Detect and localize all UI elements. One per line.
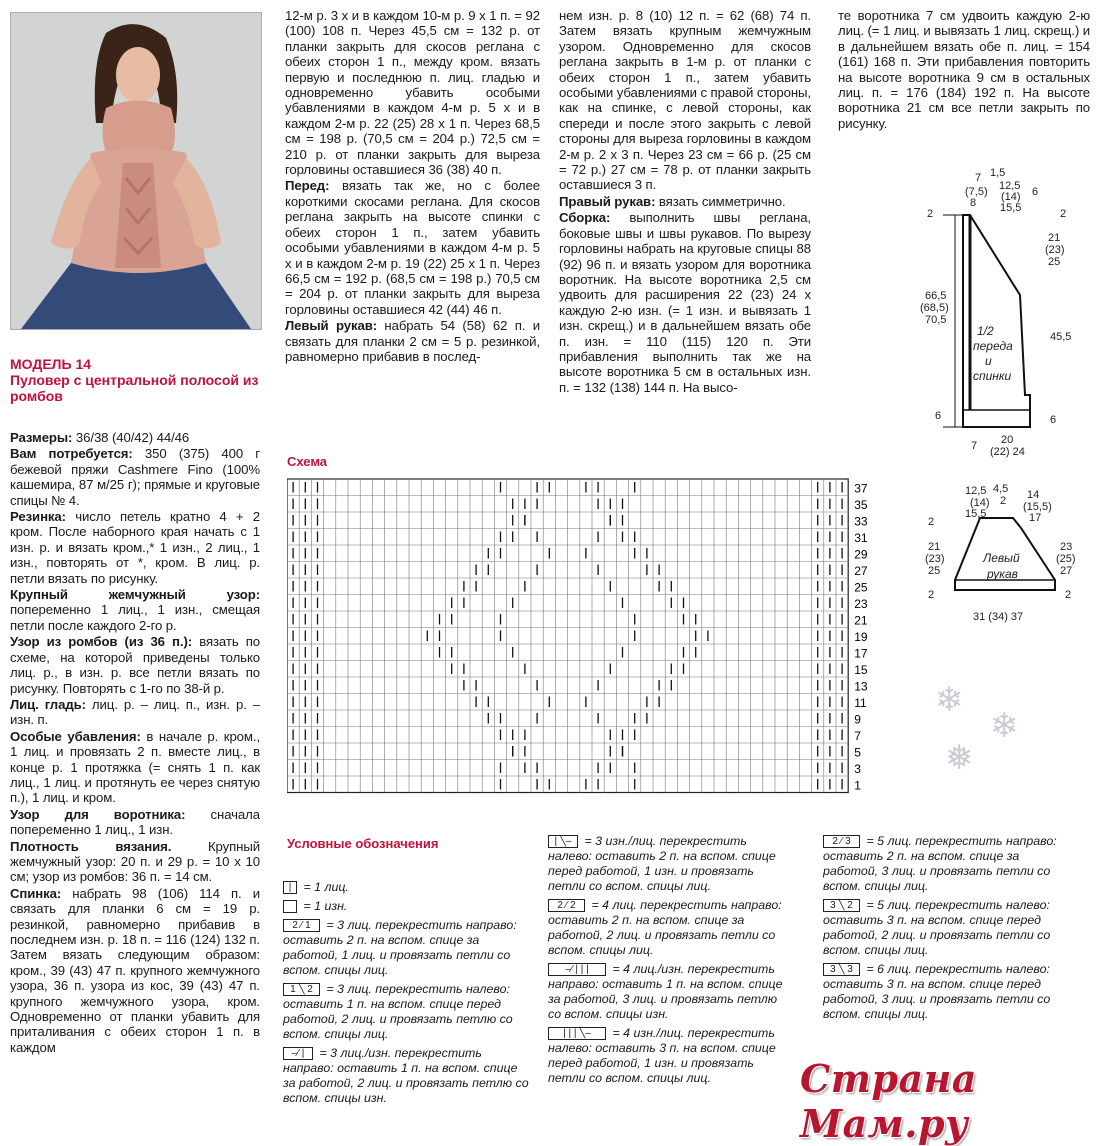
snowflake-icon: ❅: [945, 739, 974, 777]
svg-text:(23): (23): [925, 553, 945, 565]
chart-symbol-icon: 2 ⁄ 2: [548, 899, 585, 912]
svg-text:27: 27: [1060, 565, 1073, 577]
row-number: 1: [854, 778, 861, 793]
legend-item: [823, 898, 1063, 958]
svg-text:7: 7: [971, 440, 978, 452]
paragraph-label: Резинка:: [10, 509, 66, 525]
chart-symbol-icon: 3 ╲ 3: [823, 963, 860, 976]
svg-text:12,5: 12,5: [965, 485, 987, 497]
paragraph-text: 350 (375) 400 г бежевой пряжи Cashmere Fino (100% кашемира, 87 м/25 г); прямые и круговые спицы № 4.: [10, 446, 260, 508]
svg-text:14: 14: [1027, 489, 1040, 501]
paragraph: [285, 178, 540, 317]
svg-text:8: 8: [970, 197, 977, 209]
svg-text:15,5: 15,5: [965, 508, 987, 520]
paragraph: [559, 194, 811, 209]
paragraph: [10, 634, 260, 696]
legend-text: = 4 лиц. перекрестить направо: оставить 2 п. на вспом. спице за работой, 2 лиц. и провязать петли со вспом. спицы лиц.: [548, 898, 782, 957]
legend-item: [283, 918, 533, 978]
svg-text:(23): (23): [1045, 244, 1065, 256]
svg-text:2: 2: [1000, 495, 1007, 507]
legend-text: = 3 изн./лиц. перекрестить налево: оставить 2 п. на вспом. спице перед работой, 1 изн. и провязать петли со вспом. спицы лиц.: [548, 834, 776, 893]
paragraph-text: в начале р. кром., 1 лиц. и провязать 2 п. вместе лиц., в конце р. 1 протяжка (= снять 1 п. как лиц., 1 лиц. и протянуть ее через снятую п.), 1 лиц. и кром.: [10, 728, 261, 806]
row-number: 17: [854, 646, 868, 661]
svg-text:70,5: 70,5: [925, 314, 947, 326]
svg-text:(14): (14): [1001, 191, 1021, 203]
svg-text:2: 2: [1060, 208, 1067, 220]
paragraph: [10, 430, 260, 445]
legend-item: [283, 1046, 533, 1106]
paragraph-label: Лиц. гладь:: [10, 696, 86, 712]
svg-text:(68,5): (68,5): [920, 302, 949, 314]
paragraph-label: Сборка:: [559, 210, 611, 226]
paragraph-label: Перед:: [285, 178, 330, 194]
paragraph: [10, 587, 260, 633]
svg-text:45,5: 45,5: [1050, 331, 1072, 343]
svg-text:(25): (25): [1056, 553, 1076, 565]
svg-text:(14): (14): [970, 497, 990, 509]
legend-text: = 3 лиц. перекрестить направо: оставить 2 п. на вспом. спице за работой, 1 лиц. и провязать петли со вспом. спицы лиц.: [283, 918, 517, 977]
svg-text:6: 6: [935, 410, 942, 422]
model-title-block: [10, 356, 260, 404]
paragraph-text: вязать по схеме, на которой приведены только лиц. р., в изн. р. все петли вязать по рисунку. Повторять с 1-го по 38-й р.: [10, 634, 260, 696]
svg-text:20: 20: [1001, 434, 1014, 446]
legend-item: [823, 834, 1063, 894]
row-number: 5: [854, 745, 861, 760]
paragraph-text: число петель кратно 4 + 2 кром. После наборного края начать с 1 изн. р. и вязать кром.,* 1 изн., 2 лиц., 1 изн., повторять от *, кром. В лиц. р. петли вязать по рисунку.: [10, 509, 260, 586]
paragraph-label: Правый рукав:: [559, 193, 656, 209]
paragraph-label: Узор для воротника:: [10, 806, 186, 822]
paragraph-text: выполнить швы реглана, боковые швы и швы рукавов. По вырезу горловины набрать на круговые спицы 88 (92) 96 п. и вязать узором для воротника воротник. На высоте воротника 2,5 см удвоить для расширения 22 (23) 24 х каждую 2-ю изн. (= 1 изн. и вывязать 1 изн. скрещ.) и в дальнейшем вязать обе п. изн. = 110 (115) 120 п. Эти прибавления выполнить так же на высоте воротника 5 см в остальных изн. п. = 132 (138) 144 п. На высо-: [559, 210, 811, 395]
svg-text:6: 6: [1050, 414, 1057, 426]
legend-text: = 4 лиц./изн. перекрестить направо: оставить 1 п. на вспом. спице за работой, 3 лиц. и провязать петлю со вспом. спицы изн.: [548, 962, 783, 1021]
legend-text: = 6 лиц. перекрестить налево: оставить 3 п. на вспом. спице перед работой, 3 лиц. и провязать петли со вспом. спицы лиц.: [823, 962, 1051, 1021]
paragraph: [10, 446, 260, 508]
paragraph-label: Вам потребуется:: [10, 446, 133, 462]
paragraph: [10, 697, 260, 728]
svg-text:(22) 24: (22) 24: [990, 446, 1025, 458]
row-number: 15: [854, 663, 868, 677]
paragraph-text: набрать 54 (58) 62 п. и связать для планки 2 см = 5 р. резинкой, равномерно прибавив в послед-: [285, 318, 540, 364]
paragraph-text: нем изн. р. 8 (10) 12 п. = 62 (68) 74 п. Затем вязать крупным жемчужным узором. Одновременно для скосов реглана закрыть в 1-м р. от планки с обеих сторон 1 п., затем убавить особыми убавлениями с правой стороны, как на спинке, с левой стороны, как спереди и после этого закрыть с левой стороны для выреза горловины в каждом 2-м р. 2 х 3 п. Через 23 см = 66 р. (25 см = 72 р.) 27 см = 78 р. от планки закрыть оставшиеся 3 п.: [559, 8, 811, 193]
svg-text:25: 25: [1048, 256, 1061, 268]
svg-text:1,5: 1,5: [990, 167, 1006, 179]
paragraph: [10, 839, 260, 885]
paragraph: [10, 886, 260, 1055]
schema-title: Схема: [287, 454, 328, 469]
chart-symbol-icon: 1 ╲ 2: [283, 983, 320, 996]
svg-text:21: 21: [928, 541, 941, 553]
svg-text:(15,5): (15,5): [1023, 501, 1052, 513]
legend-text: = 4 изн./лиц. перекрестить налево: оставить 3 п. на вспом. спице перед работой, 1 изн. и провязать петли со вспом. спицы лиц.: [548, 1026, 776, 1085]
row-number: 29: [854, 547, 868, 562]
paragraph-text: попеременно 1 лиц., 1 изн., смещая петли после каждого 2-го р.: [10, 602, 260, 633]
instructions-column-2: [285, 8, 540, 365]
instructions-column-3: [559, 8, 811, 396]
model-number: МОДЕЛЬ 14: [10, 356, 92, 372]
paragraph-label: Крупный жемчужный узор:: [10, 587, 260, 603]
paragraph: [285, 318, 540, 364]
row-number: 19: [854, 630, 868, 644]
svg-text:2: 2: [928, 589, 935, 601]
legend-item: [548, 898, 793, 958]
paragraph-label: Узор из ромбов (из 36 п.):: [10, 634, 193, 650]
svg-text:31 (34) 37: 31 (34) 37: [973, 611, 1024, 623]
row-number: 13: [854, 679, 868, 694]
paragraph-label: Особые убавления:: [10, 728, 141, 744]
legend-item: [283, 880, 533, 895]
row-number: 27: [854, 564, 868, 578]
row-number: 11: [854, 696, 867, 710]
paragraph-text: вязать симметрично.: [655, 193, 786, 209]
legend-title: Условные обозначения: [287, 836, 439, 851]
chart-symbol-icon: | ╲–: [548, 835, 578, 848]
body-top-dims-1: 7: [975, 172, 982, 184]
chart-symbol-icon: 2 ⁄ 3: [823, 835, 860, 848]
paragraph-label: Спинка:: [10, 885, 62, 901]
chart-symbol-icon: –⁄ |: [283, 1047, 313, 1060]
paragraph-text: набрать 98 (106) 114 п. и связать для планки 6 см = 19 р. резинкой, равномерно прибавив в последнем изн. р. 18 п. = 116 (124) 132 п. Затем вязать следующим образом: кром., 39 (43) 47 п. крупного жемчужного узора, 36 п. узора из кос, 39 (43) 47 п. крупного жемчужного узора, кром. Одновременно от планки убавить для приталивания с обеих сторон 1 п. в каждом: [10, 885, 260, 1055]
legend-column-1: [283, 880, 533, 1110]
svg-text:2: 2: [1065, 589, 1072, 601]
svg-text:66,5: 66,5: [925, 290, 947, 302]
paragraph-text: сначала попеременно 1 лиц., 1 изн.: [10, 806, 260, 838]
svg-text:переда: переда: [973, 339, 1013, 353]
row-number: 37: [854, 481, 868, 496]
paragraph: [838, 8, 1090, 131]
svg-text:2: 2: [927, 208, 934, 220]
row-number: 35: [854, 498, 868, 512]
svg-text:и: и: [985, 354, 992, 368]
paragraph: [559, 8, 811, 193]
legend-item: [823, 962, 1063, 1022]
svg-text:6: 6: [1032, 186, 1039, 198]
legend-column-2: [548, 834, 793, 1090]
paragraph-label: Левый рукав:: [285, 318, 378, 334]
instructions-column-4: [838, 8, 1090, 132]
legend-item: [283, 899, 533, 914]
paragraph-text: 12-м р. 3 х и в каждом 10-м р. 9 х 1 п. = 92 (100) 108 п. Через 45,5 см = 132 р. от планки закрыть для скосов реглана с обеих сторон 1 п., между кром. вязать первую и последнюю п. лиц. гладью и одновременно убавить особыми убавлениями в каждом 4-м р. 5 х и в каждом 2-м р. 22 (25) 28 х 1 п. Через 68,5 см = 198 р. (70,5 см = 204 р.) 72,5 см = 210 р. от планки закрыть для выреза горловины оставшиеся 36 (38) 40 п.: [285, 8, 540, 178]
row-number: 31: [854, 531, 868, 545]
chart-symbol-icon: [283, 900, 297, 913]
paragraph-text: 36/38 (40/42) 44/46: [72, 430, 190, 445]
paragraph: [10, 729, 260, 806]
svg-text:15,5: 15,5: [1000, 202, 1022, 214]
row-number: 3: [854, 762, 861, 776]
legend-item: [283, 982, 533, 1042]
legend-column-3: [823, 834, 1063, 1026]
chart-symbol-icon: –⁄ | | |: [548, 963, 606, 976]
paragraph: [10, 807, 260, 838]
paragraph-label: Плотность вязания.: [10, 838, 172, 854]
paragraph-text: Крупный жемчужный узор: 20 п. и 29 р. = 10 х 10 см; узор из ромбов: 36 п. = 14 см.: [10, 838, 260, 885]
svg-text:2: 2: [928, 516, 935, 528]
legend-text: = 3 лиц. перекрестить налево: оставить 1 п. на вспом. спице перед работой, 2 лиц. и провязать петлю со вспом. спицы лиц.: [283, 982, 513, 1041]
legend-text: = 1 изн.: [300, 899, 348, 913]
paragraph-text: те воротника 7 см удвоить каждую 2-ю лиц. (= 1 лиц. и вывязать 1 лиц. скрещ.) и в дальнейшем вязать обе п. лиц. = 154 (161) 168 п. Эти прибавления повторить на высоте воротника 9 см в остальных лиц. п. = 176 (184) 192 п. На высоте воротника 21 см все петли закрыть по рисунку.: [838, 8, 1090, 131]
svg-text:25: 25: [928, 565, 941, 577]
svg-text:(7,5): (7,5): [965, 186, 988, 198]
model-photo: [10, 12, 262, 330]
body-schematic: [915, 165, 1100, 460]
paragraph: [559, 210, 811, 395]
chart-symbol-icon: |: [283, 881, 297, 894]
instructions-column-1: [10, 430, 260, 1056]
svg-text:Левый: Левый: [983, 551, 1020, 565]
legend-text: = 5 лиц. перекрестить направо: оставить 2 п. на вспом. спице за работой, 3 лиц. и провязать петли со вспом. спицы лиц.: [823, 834, 1057, 893]
legend-item: [548, 1026, 793, 1086]
svg-text:спинки: спинки: [973, 369, 1012, 383]
paragraph-text: вязать так же, но с более короткими скосами реглана. Для скосов реглана закрыть на высоте спинки с обеих сторон 1 п., затем убавить особыми убавлениями в каждом 4-м р. 5 х и в каждом 2-м р. 19 (22) 25 х 1 п. Через 66,5 см = 192 р. (68,5 см = 198 р.) 70,5 см = 204 р. от планки закрыть для выреза горловины оставшиеся 42 (44) 46 п.: [285, 178, 540, 317]
snowflake-icon: ❄: [935, 681, 964, 719]
paragraph-label: Размеры:: [10, 430, 73, 445]
paragraph: [285, 8, 540, 177]
row-number: 9: [854, 712, 861, 727]
svg-text:17: 17: [1029, 512, 1042, 524]
legend-text: = 5 лиц. перекрестить налево: оставить 3 п. на вспом. спице перед работой, 2 лиц. и провязать петли со вспом. спицы лиц.: [823, 898, 1051, 957]
row-number: 21: [854, 613, 868, 628]
sleeve-schematic: [925, 480, 1095, 630]
snowflake-icon: ❄: [990, 707, 1019, 745]
svg-text:21: 21: [1048, 232, 1061, 244]
paragraph: [10, 509, 260, 586]
legend-text: = 3 лиц./изн. перекрестить направо: оставить 1 п. на вспом. спице за работой, 2 лиц. и провязать петлю со вспом. спицы изн.: [283, 1046, 529, 1105]
svg-text:рукав: рукав: [987, 567, 1018, 581]
row-number: 33: [854, 514, 868, 529]
legend-item: [548, 962, 793, 1022]
legend-item: [548, 834, 793, 894]
svg-text:1/2: 1/2: [977, 324, 994, 338]
row-number: 25: [854, 580, 868, 595]
chart-symbol-icon: | | | ╲–: [548, 1027, 606, 1040]
row-number: 23: [854, 597, 868, 611]
row-number: 7: [854, 729, 861, 743]
svg-text:23: 23: [1060, 541, 1073, 553]
paragraph-text: лиц. р. – лиц. п., изн. р. – изн. п.: [10, 696, 260, 728]
legend-text: = 1 лиц.: [300, 880, 349, 894]
svg-text:12,5: 12,5: [999, 180, 1021, 192]
chart-symbol-icon: 2 ⁄ 1: [283, 919, 320, 932]
chart-symbol-icon: 3 ╲ 2: [823, 899, 860, 912]
site-logo: Страна Мам.ру: [800, 1056, 977, 1146]
svg-text:4,5: 4,5: [993, 483, 1009, 495]
stitch-chart: [287, 477, 907, 802]
model-title: Пуловер с центральной полосой из ромбов: [10, 372, 259, 404]
